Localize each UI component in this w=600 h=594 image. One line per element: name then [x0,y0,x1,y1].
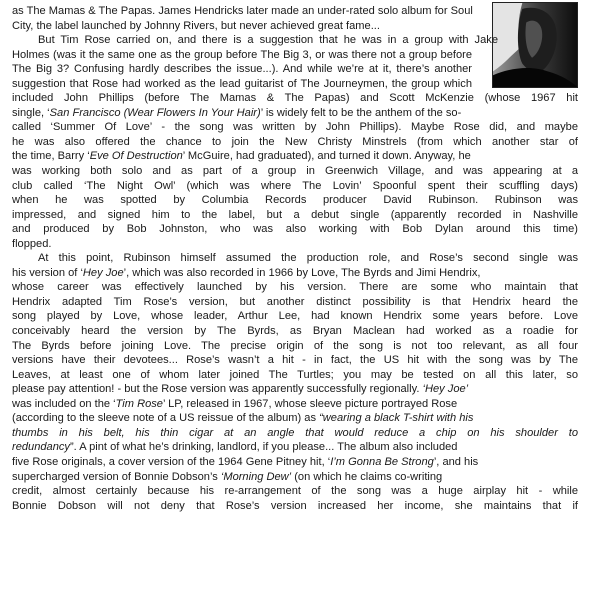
text-segment: (according to the sleeve note of a US reissue of the album) as [12,412,320,425]
text-line: flopped. [12,237,52,250]
sleeve-quote: “wearing a black T-shirt with his [319,412,474,425]
text-line [12,149,578,164]
text-line: and produced by Bob Johnston, who was also working with Bob Dylan around this time) [12,223,578,236]
text-line [12,455,578,470]
album-title: Tim Rose [115,397,163,410]
song-title: I’m Gonna Be Strong [330,455,434,468]
text-segment: ”. A pint of what he’s drinking, landlord, if you please... The album also included [69,441,458,454]
text-line: Holmes (was it the same one as the group before The Big 3, or was there not a group before [12,48,472,61]
sleeve-quote: redundancy [12,441,70,454]
text-line: At this point, Rubinson himself assumed the production role, and Rose’s second single was [38,252,578,265]
text-line [12,266,578,281]
sleeve-quote: thumbs in his belt, his thin cigar at an angle that would reduce a chip on his shoulder to [12,426,578,439]
text-segment: ’, which was also recorded in 1966 by Love, The Byrds and Jimi Hendrix, [123,266,481,279]
text-line [12,106,578,121]
text-line: suggestion that Rose had worked as the lead guitarist of The Journeymen, the group which [12,77,472,90]
text-segment: single, ‘ [12,106,50,119]
text-segment: was included on the ‘ [12,397,116,410]
text-line [12,411,578,426]
text-segment: (on which he claims co-writing [291,470,443,483]
song-title: Hey Joe [82,266,124,279]
text-line [12,440,578,455]
song-title: ‘Morning Dew’ [220,470,292,483]
song-title: ‘Hey Joe’ [422,383,469,396]
text-segment: ’ LP, released in 1967, whose sleeve picture portrayed Rose [162,397,458,410]
text-line [12,397,578,412]
text-line: Bonnie Dobson will not deny that Rose’s version increased her income, she maintains that if [12,499,578,512]
text-line: as The Mamas & The Papas. James Hendricks later made an under-rated solo album for Soul [12,5,473,17]
text-line: The Big 3? Confusing hardly describes the issue...). And while we’re at it, there’s another [12,63,472,76]
text-segment: ’, and his [433,455,479,468]
text-line: But Tim Rose carried on, and there is a suggestion that he was in a group with Jake [38,34,498,47]
text-line: he was also offered the chance to join the New Christy Minstrels (from which another star of [12,135,578,148]
text-line: Hendrix adapted Tim Rose’s version, but another distinct possibility is that Hendrix heard the [12,295,578,308]
text-line [12,426,578,441]
text-line: called ‘Summer Of Love’ - the song was written by John Phillips). Maybe Rose did, and maybe [12,121,578,134]
text-line: conceivably heard the version by The Byrds, as Bryan Maclean had worked as a roadie for [12,325,578,338]
article-body [12,4,578,513]
text-line: impressed, and signed him to the label, but a debut single (apparently recorded in Nashville [12,208,578,221]
text-segment: the time, Barry ‘ [12,150,90,163]
text-line: club called ‘The Night Owl’ (which was where The Lovin’ Spoonful spent their scuffling days) [12,179,578,192]
text-line: City, the label launched by Johnny Rivers, but never achieved great fame... [12,19,380,32]
text-segment: ’ McGuire, had graduated), and turned it down. Anyway, he [182,150,471,163]
text-line [12,470,578,485]
text-line: song played by Love, whose leader, Arthur Lee, had known Hendrix some years before. Love [12,310,578,323]
song-title: Eve Of Destruction [89,150,183,163]
text-segment: ’ is widely felt to be the anthem of the so- [260,106,462,119]
text-segment: please pay attention! - but the Rose version was apparently successfully regionally. [12,383,423,396]
text-line: versions have their devotees... Rose’s wasn’t a hit - in fact, the US hit with the song was by The [12,354,578,367]
text-segment: five Rose originals, a cover version of the 1964 Gene Pitney hit, ‘ [12,455,331,468]
text-line: when he was spotted by Columbia Records producer David Rubinson. Rubinson was [12,194,578,207]
text-line: credit, almost certainly because his re-arrangement of the song was a huge airplay hit - while [12,485,578,498]
text-segment: his version of ‘ [12,266,83,279]
song-title: San Francisco (Wear Flowers In Your Hair) [49,106,261,119]
text-line [12,382,578,397]
text-line: Leaves, at least one of whom later joined The Turtles; you may be tested on all this later, so [12,368,578,381]
text-line: included John Phillips (before The Mamas & The Papas) and Scott McKenzie (whose 1967 hit [12,92,578,105]
text-line: was working both solo and as part of a group in Greenwich Village, and was appearing at a [12,165,578,178]
text-segment: supercharged version of Bonnie Dobson’s [12,470,221,483]
text-line: whose career was effectively launched by his version. There are some who maintain that [12,281,578,294]
text-line: The Byrds before joining Love. The precise origin of the song is not too relevant, as all four [12,339,578,352]
